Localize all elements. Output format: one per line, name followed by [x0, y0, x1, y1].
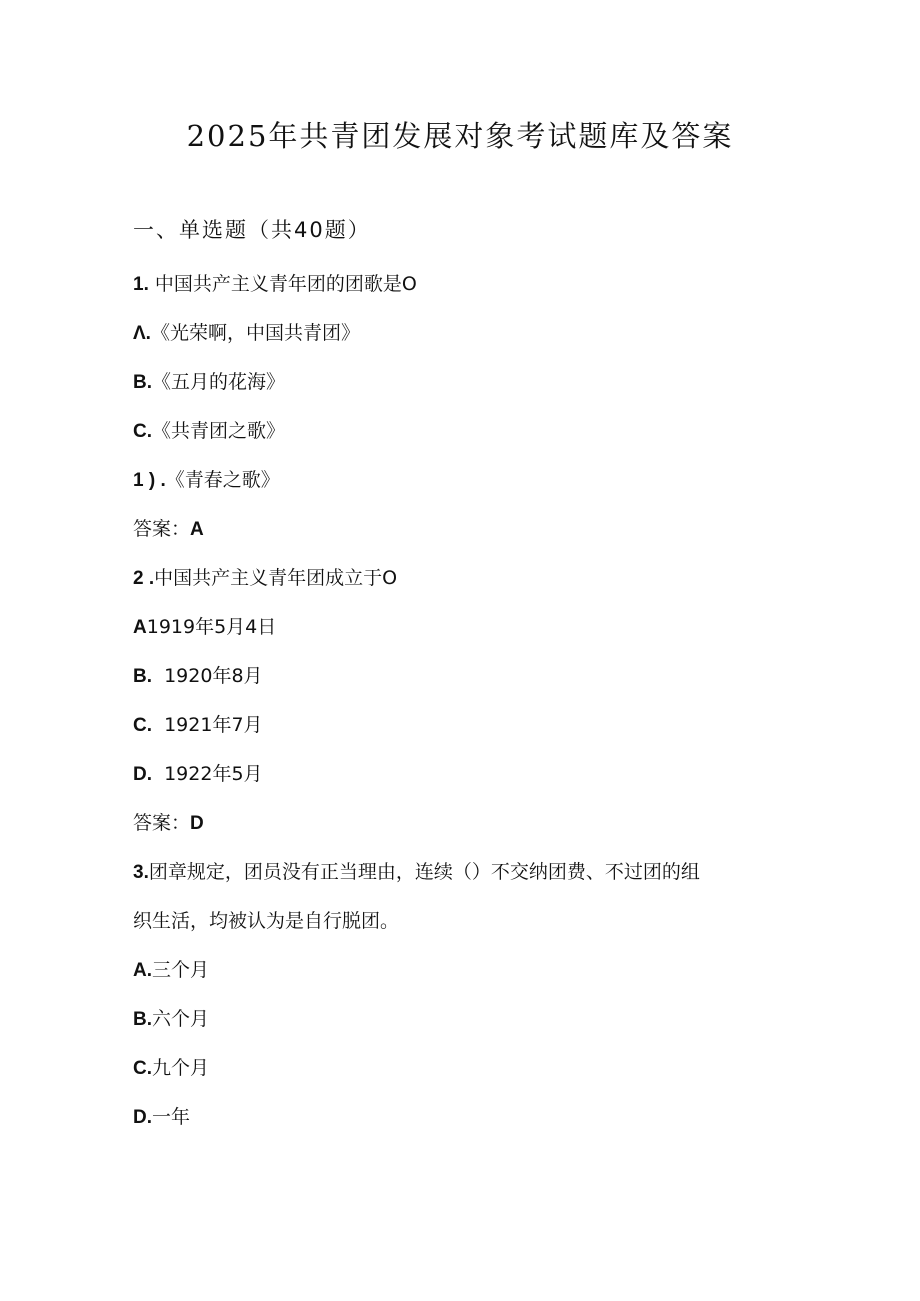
option-label: 1 ) . [133, 470, 166, 491]
question-1-answer [133, 517, 204, 542]
question-2-option-d [133, 762, 263, 787]
question-2-option-a [133, 615, 276, 640]
answer-value: D [190, 813, 204, 834]
section-heading: 一、单选题（共40题） [133, 218, 371, 242]
option-text: 1922年5月 [164, 763, 263, 785]
option-label: D. [133, 764, 152, 785]
option-label: B. [133, 372, 152, 393]
option-text: 《光荣啊，中国共青团》 [150, 322, 360, 344]
option-label: Λ. [133, 323, 151, 344]
question-3-stem [133, 860, 700, 885]
question-2-option-b [133, 664, 263, 689]
option-label: A [133, 617, 147, 638]
document-title: 2025年共青团发展对象考试题库及答案 [186, 119, 734, 153]
option-label: B. [133, 666, 152, 687]
option-text: 一年 [152, 1106, 191, 1128]
question-number: 2 . [133, 568, 155, 589]
option-text: 《青春之歌》 [165, 469, 280, 491]
option-text: 1921年7月 [164, 714, 263, 736]
question-3-option-d [133, 1105, 190, 1130]
question-text: 团章规定，团员没有正当理由，连续（）不交纳团费、不过团的组 [148, 861, 700, 883]
answer-value: A [190, 519, 204, 540]
option-label: D. [133, 1107, 152, 1128]
question-number: 1. [133, 274, 149, 295]
question-3-option-b [133, 1007, 209, 1032]
option-label: C. [133, 1058, 152, 1079]
answer-label: 答案： [133, 518, 191, 540]
option-text: 《共青团之歌》 [152, 420, 286, 442]
question-1-option-a [133, 321, 360, 346]
question-text: 中国共产主义青年团成立于O [154, 567, 398, 589]
option-text: 九个月 [152, 1057, 210, 1079]
question-3-option-c [133, 1056, 209, 1081]
option-text: 1920年8月 [164, 665, 263, 687]
question-number: 3. [133, 862, 149, 883]
option-label: C. [133, 421, 152, 442]
option-text: 1919年5月4日 [146, 616, 277, 638]
option-label: B. [133, 1009, 152, 1030]
question-1-option-d [133, 468, 280, 493]
question-3-option-a [133, 958, 209, 983]
question-1-stem [133, 272, 417, 297]
question-1-option-c [133, 419, 285, 444]
answer-label: 答案： [133, 812, 191, 834]
question-3-stem-continued: 织生活，均被认为是自行脱团。 [133, 910, 400, 932]
question-2-answer [133, 811, 204, 836]
question-text: 中国共产主义青年团的团歌是O [154, 273, 417, 295]
option-label: A. [133, 960, 152, 981]
question-2-option-c [133, 713, 263, 738]
option-label: C. [133, 715, 152, 736]
option-text: 《五月的花海》 [152, 371, 286, 393]
question-1-option-b [133, 370, 285, 395]
option-text: 三个月 [152, 959, 210, 981]
option-text: 六个月 [152, 1008, 210, 1030]
question-2-stem [133, 566, 397, 591]
